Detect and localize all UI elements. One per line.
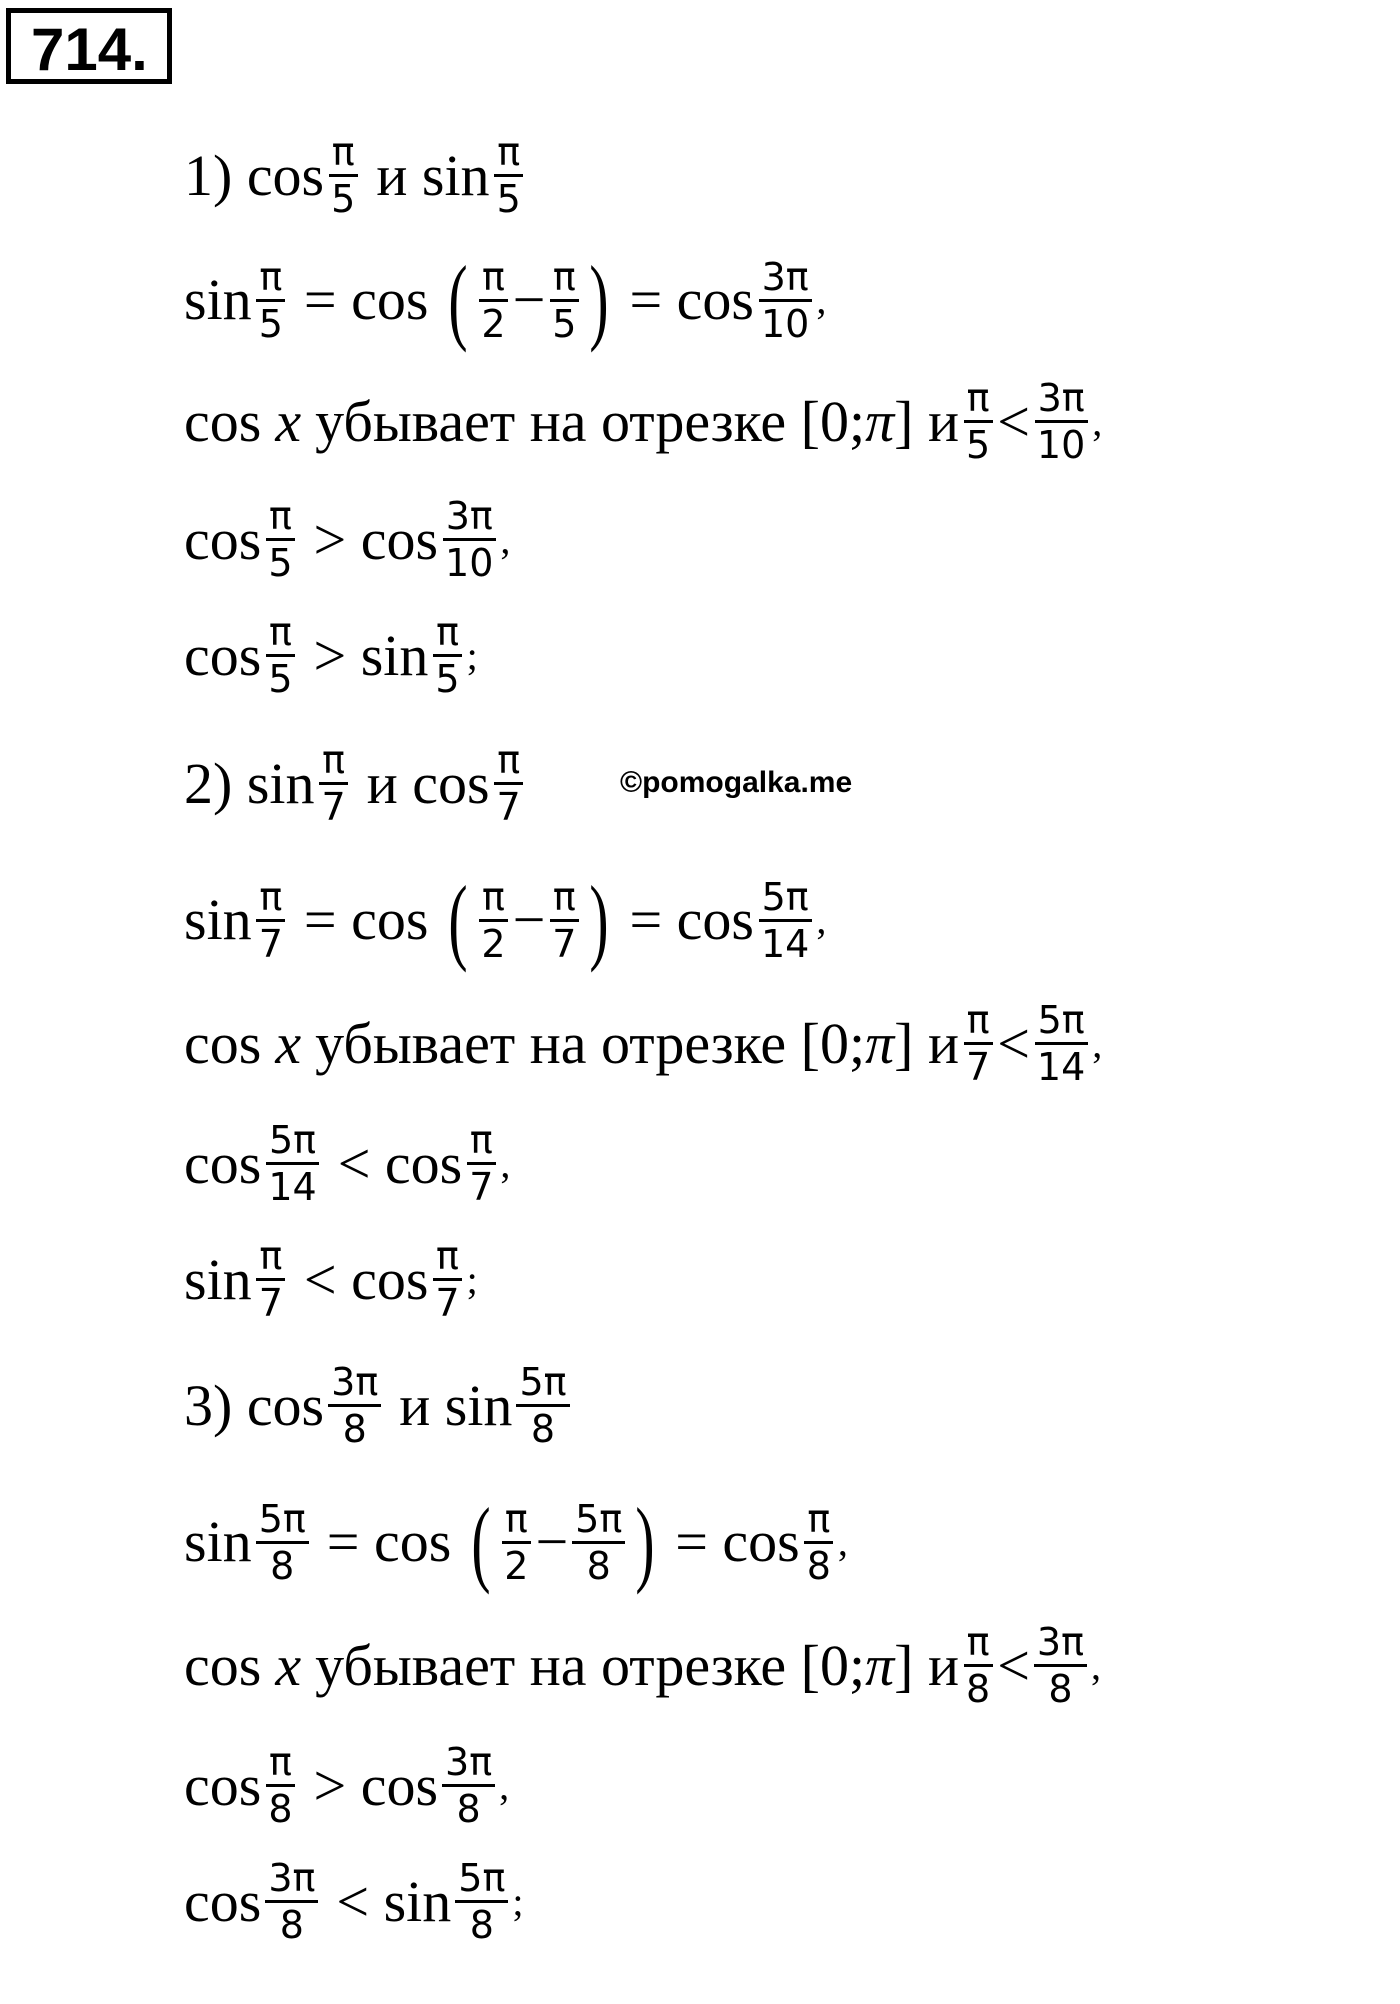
right-paren: )	[635, 1488, 655, 1595]
text: cos	[184, 1632, 262, 1698]
fraction: $\frac{5\pi}{14}$	[265, 1120, 319, 1207]
fraction: $\frac{\pi}{5}$	[549, 257, 579, 344]
right-paren: )	[589, 246, 610, 353]
left-paren: (	[448, 866, 468, 973]
text: cos	[184, 1868, 262, 1934]
fraction: $\frac{\pi}{8}$	[963, 1622, 993, 1709]
minus: −	[512, 267, 546, 332]
text: = cos	[629, 887, 754, 952]
fraction: $\frac{3\pi}{10}$	[442, 496, 496, 583]
text: cos	[184, 1130, 262, 1196]
variable: x	[275, 388, 302, 454]
line-12: sin $\frac{5\pi}{8}$ = cos ( $\frac{\pi}{2}$ − $\frac{5\pi}{8}$ ) = cos $\frac{\pi}{8}$ ,	[184, 1488, 848, 1595]
variable: x	[275, 1632, 302, 1698]
minus: −	[535, 1509, 569, 1574]
text: sin	[184, 267, 252, 332]
text: 2) sin	[184, 750, 315, 816]
line-10: sin $\frac{\pi}{7}$ < cos $\frac{\pi}{7}$ ;	[184, 1234, 478, 1325]
text: > sin	[313, 622, 429, 688]
fraction: $\frac{\pi}{5}$	[265, 496, 295, 583]
text: убывает на отрезке [0;	[315, 388, 866, 454]
text: = cos	[303, 267, 429, 332]
left-paren: (	[471, 1488, 491, 1595]
text: ] и	[894, 388, 960, 454]
line-11	[184, 1362, 574, 1449]
fraction: $\frac{\pi}{5}$	[328, 132, 358, 219]
line-14: cos $\frac{\pi}{8}$ > cos $\frac{3\pi}{8}$ ,	[184, 1740, 510, 1831]
line-6	[184, 740, 528, 827]
less-than: <	[997, 388, 1030, 454]
text: ] и	[894, 1010, 960, 1076]
text: cos	[184, 1010, 262, 1076]
fraction: $\frac{\pi}{5}$	[265, 612, 295, 699]
fraction: $\frac{\pi}{7}$	[256, 877, 286, 964]
pi: π	[865, 1632, 895, 1698]
fraction: $\frac{\pi}{5}$	[963, 378, 993, 465]
text: и cos	[366, 750, 490, 816]
text: cos	[184, 1752, 262, 1818]
line-3: cos x убывает на отрезке [0; π ] и $\frac{\pi}{5}$ < $\frac{3\pi}{10}$ ,	[184, 376, 1103, 467]
fraction: $\frac{5\pi}{8}$	[572, 1499, 625, 1586]
text: > cos	[313, 506, 439, 572]
fraction: $\frac{3\pi}{8}$	[442, 1742, 495, 1829]
text: cos	[184, 622, 262, 688]
problem-number-box	[6, 8, 172, 84]
fraction: $\frac{\pi}{5}$	[494, 132, 524, 219]
text: = cos	[326, 1509, 452, 1574]
fraction: $\frac{\pi}{5}$	[256, 257, 286, 344]
watermark: ©pomogalka.me	[620, 766, 853, 799]
fraction: $\frac{\pi}{2}$	[478, 257, 508, 344]
text: 3) cos	[184, 1372, 325, 1438]
text: cos	[184, 388, 262, 454]
fraction: $\frac{\pi}{7}$	[466, 1120, 496, 1207]
text: = cos	[303, 887, 429, 952]
fraction: $\frac{5\pi}{8}$	[516, 1362, 569, 1449]
problem-number: 714.	[31, 16, 148, 83]
text: sin	[184, 887, 252, 952]
text: cos	[184, 506, 262, 572]
fraction: $\frac{5\pi}{8}$	[455, 1858, 508, 1945]
fraction: $\frac{\pi}{7}$	[494, 740, 524, 827]
line-8: cos x убывает на отрезке [0; π ] и $\frac{\pi}{7}$ < $\frac{5\pi}{14}$ ,	[184, 998, 1103, 1089]
fraction: $\frac{\pi}{7}$	[963, 1000, 993, 1087]
variable: x	[275, 1010, 302, 1076]
fraction: $\frac{5\pi}{8}$	[256, 1499, 309, 1586]
less-than: <	[997, 1010, 1030, 1076]
fraction: $\frac{\pi}{2}$	[478, 877, 508, 964]
text: убывает на отрезке [0;	[315, 1632, 866, 1698]
text: ] и	[894, 1632, 960, 1698]
line-7: sin $\frac{\pi}{7}$ = cos ( $\frac{\pi}{2}$ − $\frac{\pi}{7}$ ) = cos $\frac{5\pi}{14}$ ,	[184, 866, 827, 973]
text: < cos	[337, 1130, 463, 1196]
text: sin	[184, 1246, 252, 1312]
text: = cos	[675, 1509, 800, 1574]
left-paren: (	[448, 246, 468, 353]
text: и sin	[399, 1372, 513, 1438]
line-13: cos x убывает на отрезке [0; π ] и $\frac{\pi}{8}$ < $\frac{3\pi}{8}$ ,	[184, 1620, 1101, 1711]
line-15: cos $\frac{3\pi}{8}$ < sin $\frac{5\pi}{8}$ ;	[184, 1856, 524, 1947]
pi: π	[865, 388, 895, 454]
fraction: $\frac{5\pi}{14}$	[1034, 1000, 1088, 1087]
text: убывает на отрезке [0;	[315, 1010, 866, 1076]
line-1	[184, 132, 528, 219]
fraction: $\frac{\pi}{7}$	[319, 740, 349, 827]
fraction: $\frac{\pi}{7}$	[549, 877, 579, 964]
line-2: sin $\frac{\pi}{5}$ = cos ( $\frac{\pi}{2}$ − $\frac{\pi}{5}$ ) = cos $\frac{3\pi}{10}$ ,	[184, 246, 827, 353]
fraction: $\frac{\pi}{8}$	[265, 1742, 295, 1829]
fraction: $\frac{\pi}{8}$	[804, 1499, 834, 1586]
text: sin	[184, 1509, 252, 1574]
fraction: $\frac{5\pi}{14}$	[758, 877, 812, 964]
line-4: cos $\frac{\pi}{5}$ > cos $\frac{3\pi}{10}$ ,	[184, 494, 511, 585]
fraction: $\frac{\pi}{5}$	[432, 612, 462, 699]
fraction: $\frac{\pi}{7}$	[432, 1236, 462, 1323]
pi: π	[865, 1010, 895, 1076]
text: > cos	[313, 1752, 439, 1818]
fraction: $\frac{3\pi}{8}$	[328, 1362, 381, 1449]
line-9: cos $\frac{5\pi}{14}$ < cos $\frac{\pi}{7}$ ,	[184, 1118, 511, 1209]
fraction: $\frac{3\pi}{8}$	[265, 1858, 318, 1945]
fraction: $\frac{\pi}{7}$	[256, 1236, 286, 1323]
text: < cos	[303, 1246, 429, 1312]
fraction: $\frac{3\pi}{8}$	[1034, 1622, 1087, 1709]
fraction: $\frac{3\pi}{10}$	[758, 257, 812, 344]
minus: −	[512, 887, 546, 952]
text: < sin	[336, 1868, 452, 1934]
fraction: $\frac{\pi}{2}$	[501, 1499, 531, 1586]
text: 1) cos	[184, 142, 325, 208]
text: и sin	[376, 142, 490, 208]
less-than: <	[997, 1632, 1030, 1698]
right-paren: )	[589, 866, 610, 973]
line-5: cos $\frac{\pi}{5}$ > sin $\frac{\pi}{5}$ ;	[184, 610, 478, 701]
text: = cos	[629, 267, 754, 332]
fraction: $\frac{3\pi}{10}$	[1034, 378, 1088, 465]
